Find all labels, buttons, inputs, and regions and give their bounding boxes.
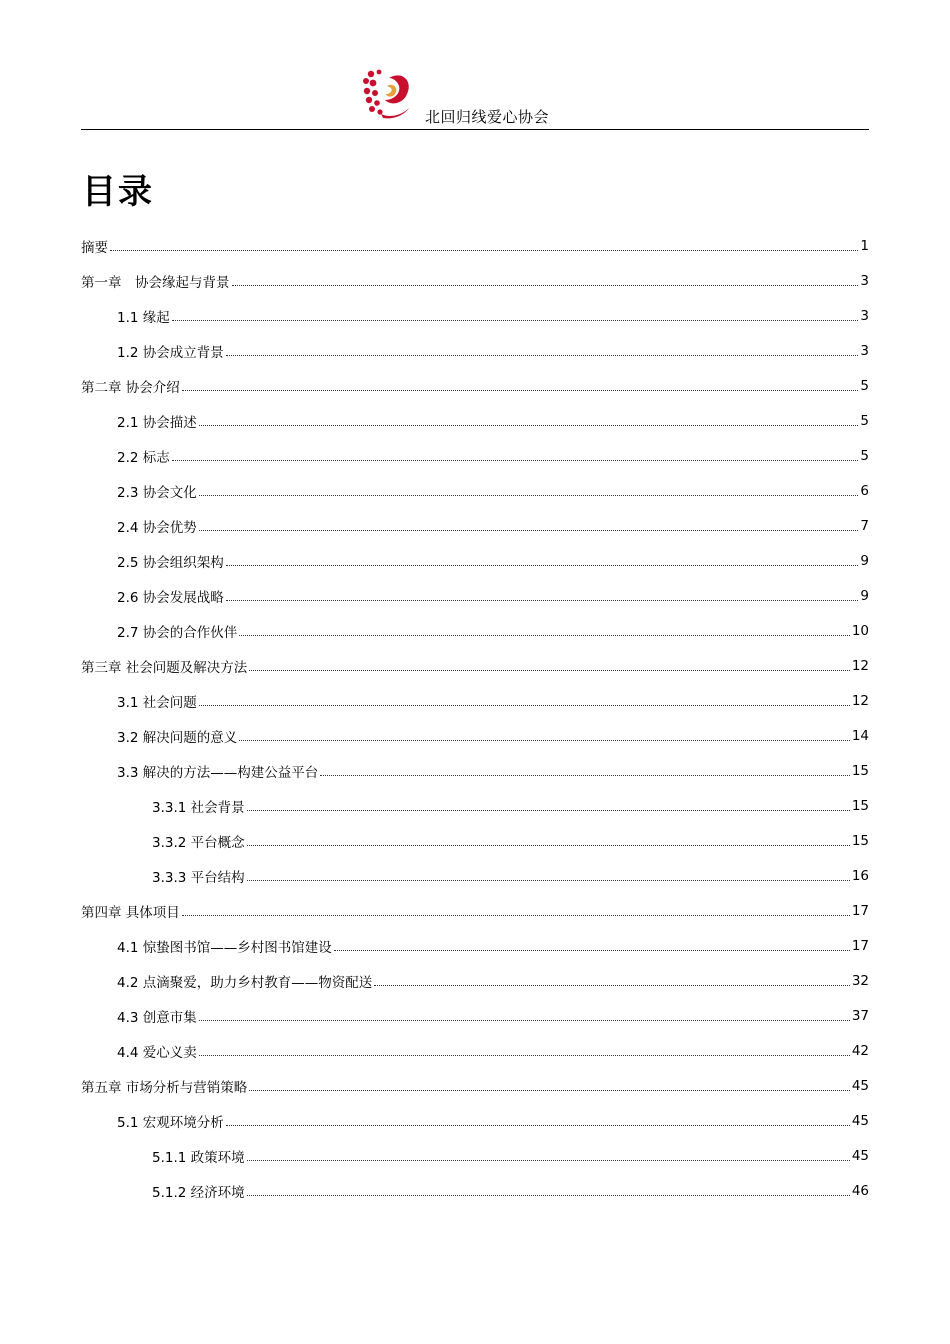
toc-entry[interactable] [81,788,869,823]
toc-entry[interactable] [81,928,869,963]
toc-entry-label: 3.2 解决问题的意义 [117,729,238,746]
toc-entry-page-number: 15 [851,762,869,779]
toc-entry[interactable] [81,473,869,508]
toc-entry[interactable] [81,683,869,718]
toc-entry-label: 第二章 协会介绍 [81,379,180,396]
toc-entry-label: 1.1 缘起 [117,309,170,326]
toc-entry-page-number: 15 [851,832,869,849]
toc-entry-page-number: 5 [860,412,869,429]
toc-entry[interactable] [81,893,869,928]
toc-entry[interactable] [81,228,869,263]
toc-entry-page-number: 3 [860,307,869,324]
toc-entry-label: 2.2 标志 [117,449,170,466]
toc-dot-leader [199,425,859,426]
toc-entry[interactable] [81,508,869,543]
toc-dot-leader [247,810,850,811]
toc-entry-label: 4.1 惊蛰图书馆——乡村图书馆建设 [117,939,332,956]
toc-entry[interactable] [81,298,869,333]
toc-entry[interactable] [81,403,869,438]
toc-entry-label: 4.4 爱心义卖 [117,1044,197,1061]
toc-entry-page-number: 9 [860,587,869,604]
toc-entry[interactable] [81,263,869,298]
toc-dot-leader [232,285,859,286]
toc-dot-leader [226,565,859,566]
toc-dot-leader [247,1160,850,1161]
toc-entry[interactable] [81,1173,869,1208]
toc-entry[interactable] [81,823,869,858]
toc-entry[interactable] [81,963,869,998]
toc-entry-label: 第一章 协会缘起与背景 [81,274,230,291]
toc-entry[interactable] [81,1103,869,1138]
toc-entry[interactable] [81,1138,869,1173]
toc-entry-label: 1.2 协会成立背景 [117,344,224,361]
toc-entry-page-number: 9 [860,552,869,569]
toc-dot-leader [182,390,859,391]
toc-entry[interactable] [81,613,869,648]
toc-entry[interactable] [81,543,869,578]
toc-entry-label: 3.3.1 社会背景 [152,799,245,816]
toc-entry-page-number: 5 [860,377,869,394]
toc-entry-page-number: 5 [860,447,869,464]
header-title: 北回归线爱心协会 [425,108,550,126]
toc-entry-page-number: 46 [851,1182,869,1199]
toc-entry-page-number: 12 [851,692,869,709]
toc-dot-leader [199,1020,850,1021]
toc-dot-leader [239,635,850,636]
toc-entry-label: 2.1 协会描述 [117,414,197,431]
toc-entry-label: 4.3 创意市集 [117,1009,197,1026]
toc-entry-page-number: 6 [860,482,869,499]
toc-dot-leader [226,600,859,601]
toc-entry-page-number: 45 [851,1077,869,1094]
toc-entry-label: 第三章 社会问题及解决方法 [81,659,248,676]
toc-dot-leader [172,460,859,461]
toc-dot-leader [226,355,859,356]
header-divider [81,129,869,130]
toc-entry-page-number: 14 [851,727,869,744]
toc-entry-label: 3.3.3 平台结构 [152,869,245,886]
toc-dot-leader [199,495,859,496]
toc-entry-label: 3.3.2 平台概念 [152,834,245,851]
toc-entry-label: 2.6 协会发展战略 [117,589,224,606]
toc-title: 目录 [82,172,154,212]
toc-dot-leader [199,705,850,706]
toc-entry-page-number: 12 [851,657,869,674]
toc-entry[interactable] [81,578,869,613]
toc-dot-leader [247,845,850,846]
toc-entry[interactable] [81,1033,869,1068]
toc-entry-page-number: 42 [851,1042,869,1059]
toc-dot-leader [249,1090,850,1091]
toc-entry[interactable] [81,1068,869,1103]
toc-entry-label: 2.3 协会文化 [117,484,197,501]
toc-entry[interactable] [81,753,869,788]
toc-entry[interactable] [81,998,869,1033]
toc-entry-label: 2.4 协会优势 [117,519,197,536]
toc-dot-leader [110,250,858,251]
toc-entry[interactable] [81,368,869,403]
toc-entry-label: 5.1 宏观环境分析 [117,1114,224,1131]
toc-entry-page-number: 17 [851,937,869,954]
toc-dot-leader [239,740,850,741]
toc-dot-leader [226,1125,850,1126]
toc-dot-leader [247,880,850,881]
toc-dot-leader [172,320,859,321]
toc-entry[interactable] [81,648,869,683]
toc-entry-page-number: 7 [860,517,869,534]
toc-dot-leader [199,530,859,531]
toc-entry-label: 2.7 协会的合作伙伴 [117,624,238,641]
toc-entry-page-number: 15 [851,797,869,814]
toc-entry-page-number: 45 [851,1112,869,1129]
toc-entry-label: 3.1 社会问题 [117,694,197,711]
toc-entry-label: 2.5 协会组织架构 [117,554,224,571]
toc-dot-leader [247,1195,850,1196]
toc-entry-label: 第五章 市场分析与营销策略 [81,1079,248,1096]
toc-dot-leader [249,670,850,671]
toc-entry-page-number: 37 [851,1007,869,1024]
toc-dot-leader [334,950,850,951]
toc-dot-leader [182,915,850,916]
toc-entry-label: 第四章 具体项目 [81,904,180,921]
toc-entry-label: 5.1.1 政策环境 [152,1149,245,1166]
toc-entry-page-number: 3 [860,272,869,289]
association-logo-icon [359,64,415,122]
toc-entry-label: 摘要 [81,239,108,256]
toc-entry-page-number: 10 [851,622,869,639]
toc-entry-label: 3.3 解决的方法——构建公益平台 [117,764,319,781]
toc-dot-leader [199,1055,850,1056]
toc-entry[interactable] [81,718,869,753]
toc-entry[interactable] [81,438,869,473]
toc-entry-page-number: 32 [851,972,869,989]
toc-entry-label: 4.2 点滴聚爱，助力乡村教育——物资配送 [117,974,373,991]
toc-entry-page-number: 1 [860,237,869,254]
table-of-contents [81,228,869,1208]
toc-entry[interactable] [81,333,869,368]
toc-entry-page-number: 3 [860,342,869,359]
toc-entry-page-number: 16 [851,867,869,884]
toc-entry-page-number: 17 [851,902,869,919]
toc-dot-leader [374,985,850,986]
page-header [81,62,869,130]
toc-entry[interactable] [81,858,869,893]
toc-entry-label: 5.1.2 经济环境 [152,1184,245,1201]
toc-dot-leader [320,775,850,776]
toc-entry-page-number: 45 [851,1147,869,1164]
